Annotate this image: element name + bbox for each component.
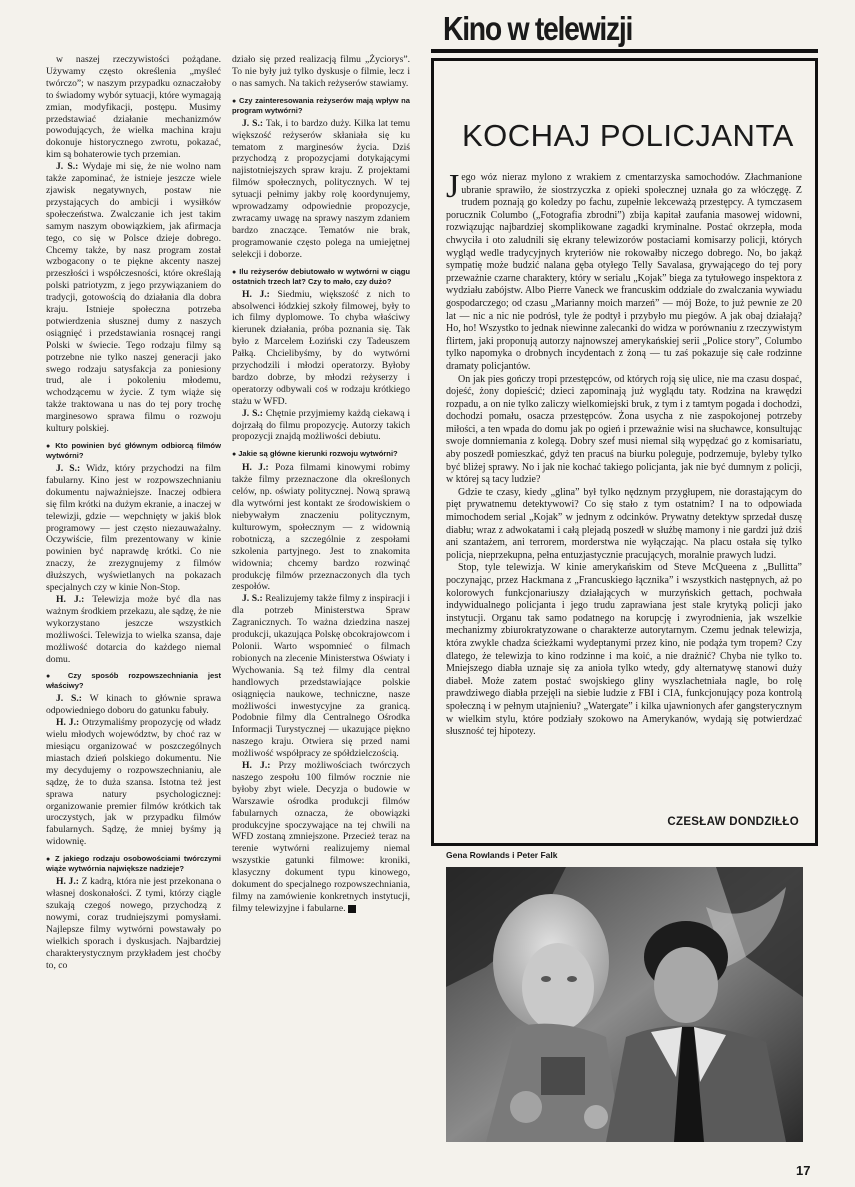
interview-column-1 [46, 54, 221, 1162]
section-title: Kino w telewizji [443, 10, 633, 47]
article-paragraph: Stop, tyle telewizja. W kinie amerykańskim od Steve McQueena z „Bullitta” poczynając, przez Hackmana z „Francuskiego łącznika” i wszystkich następnych, aż po kolorowych funkcjonariuszy działających w murzyńskich gettach, pochwała indywidualnego policjanta i jego trudu zaprawiana jest stale krytyką policji jako instytucji. Organu tak samo podatnego na korupcję i zwyrodnienia, jak wszelkie mechanizmy zbiurokratyzowane o charakterze autorytarnym. Czemu jednak telewizja, która zwykle chadza ścieżkami wydeptanymi przez kino, nie podąża tym tropem? Czy dlatego, że telewizja to kino rodzinne i ma koić, a nie drażnić? Chyba nie tylko to. Mniejszego diabła uznaje się za anioła tylko wtedy, gdy alternatywę stanowi duży diabeł. Może zatem postać swojskiego gliny wyszlachetniała nagle, bo rolę prawdziwego diabła przejęli na siebie ludzie z FBI i CIA, funkcjonujący poza kontrolą społeczną i w pełnym utajnieniu? „Watergate” i kilka ujawnionych afer gangsterycznym w wielkim stylu, które podziały szokowo na Amerykanów, wydają się potwierdzać słuszność tej hipotezy. [446, 562, 802, 738]
interview-answer: H. J.: Telewizja może być dla nas ważnym środkiem przekazu, ale sądzę, że nie wykorzystano jeszcze wszystkich możliwości. Telewizja to wielka szansa, daje możliwość dotarcia do każdego niemal domu. [46, 593, 221, 665]
interview-answer: J. S.: Widz, który przychodzi na film fabularny. Kino jest w rozpowszechnianiu dokumentu najważniejsze. Inaczej odbiera się film krótki na dużym ekranie, a inaczej w telewizji, gdzie — wepchnięty w jakiś blok programowy — jest często niezauważalny. Oczywiście, film prezentowany w kinie powinien być naprawdę krótki. Co nie znaczy, że zrezygnujemy z filmów dłuższych, wyświetlanych na pokazach specjalnych czy w kinie Non-Stop. [46, 463, 221, 594]
interview-question: ● Z jakiego rodzaju osobowościami twórczymi wiąże wytwórnia największe nadzieje? [46, 854, 221, 873]
photo-illustration [446, 867, 803, 1142]
section-header [431, 11, 818, 47]
article-body [446, 172, 802, 802]
interview-answer: H. J.: Z kadrą, która nie jest przekonana o własnej doskonałości. Z tymi, którzy ciągle szukają czegoś nowego, przychodzą z nowymi, coraz trudniejszymi pomysłami. Najlepsze filmy wytwórni powstawały po wielkich sporach i dyskusjach. Najbardziej charakterystycznym przykładem jest choćby to, co [46, 876, 221, 971]
interview-question: ● Czy zainteresowania reżyserów mają wpływ na program wytwórni? [232, 96, 410, 115]
article-paragraph: Jego wóz nieraz mylono z wrakiem z cmentarzyska samochodów. Złachmanione ubranie sprawiło, że siostrzyczka z opieki społecznej uznała go za włóczęgę. Z trudem poznają go koledzy po fachu, zupełnie lekceważą przestępcy. A tymczasem porucznik Columbo („Fotografia zbrodni”) zbija kapitał zaufania masowej widowni, rozwiązując najbardziej skomplikowane zagadki kryminalne. Postać okrzepła, moda chwyciła i oto zaludnili się ekrany telewizorów postaciami komisarzy policji, których wygląd wedle tradycyjnych kryteriów nie rokowałby niczego dobrego. No, bo jakąż sympatię może budzić nalana gęba otyłego Telly Savalasa, grywającego do tej pory przeważnie czarne charaktery, który w serialu „Kojak” biega za tytułowego inspektora z wydziału zabójstw. Albo Pierre Vaneck we francuskim oddziale do zwalczania wywiadu gospodarczego; od czasu „Marianny moich marzeń” — mój Boże, to już pewnie ze 20 lat — nic a nic nie podrósł, tyle że podtył i przybyło mu piegów. A jak obaj działają? Ho, ho! Wszystko to jednak niewinne zalecanki do widza w porównaniu z rzeczywistym flirtem, jaki proponują autorzy najnowszej amerykańskiej serii „Police story”, Columbo tylko napomyka o drobnych incydentach z żoną — tu zaś pokazuje się całe rodzinne dramaty policjantów. [446, 172, 802, 372]
interview-question: ● Ilu reżyserów debiutowało w wytwórni w ciągu ostatnich trzech lat? Czy to mało, czy dużo? [232, 267, 410, 286]
film-still-photo [446, 867, 803, 1142]
author-byline: CZESŁAW DONDZIŁŁO [667, 816, 799, 828]
interview-answer: H. J.: Siedmiu, większość z nich to absolwenci łódzkiej szkoły filmowej, były to ich filmy dyplomowe. To chyba właściwy kierunek działania, próba poznania się. Tak było z Marcelem Łoziński czy Tadeuszem Pałką. Chcielibyśmy, by do wytwórni przychodzili i młodzi operatorzy. Byłoby bardzo dobrze, by młodzi reżyserzy i operatorzy odbywali coś w rodzaju krótkiego stażu w WFD. [232, 288, 410, 407]
header-rule [431, 49, 818, 53]
speaker-initials: H. J.: [56, 876, 79, 888]
speaker-initials: H. J.: [56, 717, 80, 729]
speaker-initials: H. J.: [242, 760, 271, 772]
article-title: KOCHAJ POLICJANTA [462, 118, 794, 153]
interview-answer: H. J.: Przy możliwościach twórczych naszego zespołu 100 filmów rocznie nie byłoby zbyt wiele. Decyzja o budowie w Warszawie ośrodka produkcji filmów fabularnych oznacza, że obowiązki produkcyjne spoczywające na tej chwili na WFD zostaną zmniejszone. Przecież teraz na terenie wytwórni realizujemy niemal wszystkie gatunki filmowe: kroniki, klasyczny dokument typu kinowego, dokument do specjalnego rozpowszechniania, filmy na zamówienie konkretnych instytucji, filmy telewizyjne i fabularne. [232, 760, 410, 914]
speaker-initials: H. J.: [56, 593, 85, 605]
speaker-initials: J. S.: [56, 463, 81, 474]
interview-question: ● Czy sposób rozpowszechniania jest właściwy? [46, 671, 221, 690]
interview-question: ● Jakie są główne kierunki rozwoju wytwórni? [232, 449, 410, 459]
interview-answer: J. S.: Chętnie przyjmiemy każdą ciekawą i dojrzałą do filmu propozycję. Autorzy takich propozycji znajdą możliwości debiutu. [232, 407, 410, 443]
interview-answer: J. S.: W kinach to głównie sprawa odpowiedniego doboru do gatunku fabuły. [46, 693, 221, 717]
speaker-initials: J. S.: [56, 693, 82, 705]
interview-answer: J. S.: Realizujemy także filmy z inspiracji i dla potrzeb Ministerstwa Spraw Zagranicznych. To ważna dziedzina naszej produkcji, ukazująca Polskę obcokrajowcom i Polonii. Warto wspomnieć o filmach robionych na zlecenie Ministerstwa Oświaty i Wychowania. Są też filmy dla central handlowych przedstawiające polskie osiągnięcia naukowe, techniczne, nasze możliwości inwestycyjne za granicą. Podobnie filmy dla Centralnego Ośrodka Informacji Turystycznej — ukazujące piękno naszego kraju. Otwiera się przed nami możliwość współpracy ze spółdzielczością. [232, 593, 410, 760]
drop-cap: J [446, 172, 460, 205]
speaker-initials: J. S.: [56, 161, 79, 173]
speaker-initials: J. S.: [242, 593, 263, 605]
page-number: 17 [796, 1163, 811, 1178]
speaker-initials: J. S.: [242, 407, 263, 419]
end-of-article-mark [348, 905, 356, 913]
photo-caption: Gena Rowlands i Peter Falk [446, 850, 558, 860]
article-paragraph: On jak pies gończy tropi przestępców, od których roją się ulice, nie ma czasu dospać, dojeść, żony dopieścić; dzieci zapominają już wyglądu taty. Rodzina na krawędzi rozpadu, a on nie tylko zaliczy wielkomiejski bruk, z tym i z tamtym pogada i dochodzi, dochodzi pomału, osacza przestępców. Żona usycha z nie zaspokojonej potrzeby miłości, a ten wpada do domu jak po ogień i przeważnie wisi na słuchawce, konsultując swoje domniemania z kolegą. Dobry szef musi niemal siłą wypędzać go z komisariatu, aby poszedł pomieszkać, gdyż ten pracuś na biurku poleguje, podrzemuje, byleby tylko być bliżej sprawy. No i jak nie kochać takiego policjanta, jak nie być dumnym z policji, w której są tacy ludzie? [446, 373, 802, 486]
interview-answer: J. S.: Wydaje mi się, że nie wolno nam także zapominać, że istnieje jeszcze wiele zjawisk negatywnych, postaw nie przystających do ambicji i wysiłków społeczeństwa. Zwalczanie ich jest takim samym naszym obowiązkiem, jak afirmacja tego, co się w Polsce dzieje dobrego. Chcemy także, by nasz program został wzbogacony o te piękne akcenty naszej przeszłości i współczesności, które określają polski patriotyzm, z jego przywiązaniem do tradycji, gotowością do działania dla dobra kraju. Istnieje społeczna potrzeba potwierdzenia słusznej dumy z naszych osiągnięć i przedstawiania rosnącej rangi Polski w świecie. Tego rodzaju filmy są potrzebne nie tylko naszej generacji jako swego rodzaju satysfakcja za poniesiony trud, ale i pokoleniu młodemu, wchodzącemu w życie. Z tym wiąże się także traktowana u nas do tej pory trochę marginesowo sprawa filmu o rozwoju kultury polskiej. [46, 161, 221, 435]
interview-question: ● Kto powinien być głównym odbiorcą filmów wytwórni? [46, 441, 221, 460]
speaker-initials: H. J.: [242, 462, 269, 474]
interview-answer: działo się przed realizacją filmu „Życiorys”. To nie były już tylko dyskusje o filmie, lecz i o nas samych. Na takich reżyserów stawiamy. [232, 54, 410, 89]
interview-answer: H. J.: Otrzymaliśmy propozycję od władz wielu młodych województw, by choć raz w miesiącu organizować w poszczególnych miastach dzień polskiego dokumentu. Nie my decydujemy o rozpowszechnianiu, ale sądzę, że to duża szansa. Istotna też jest sprawa natury psychologicznej: organizowanie premier filmów krótkich tak uroczystych, jak w przypadku filmów fabularnych. Sądzę, że mniej byśmy ją widownię. [46, 717, 221, 848]
speaker-initials: H. J.: [242, 288, 270, 300]
speaker-initials: J. S.: [242, 117, 264, 129]
interview-answer: H. J.: Poza filmami kinowymi robimy także filmy przeznaczone dla określonych celów, np. oświaty politycznej. Nową sprawą dla wytwórni jest kontakt ze środowiskiem o niebywałym znaczeniu politycznym, kulturowym, społecznym — z widownią robotniczą, a szczególnie z zespołami szkolenia partyjnego. Jest to znakomita widownia; chcemy bardzo rozwinąć produkcję filmów przeznaczonych dla tych zespołów. [232, 462, 410, 593]
interview-column-2 [232, 54, 410, 1162]
interview-answer: J. S.: Tak, i to bardzo duży. Kilka lat temu większość reżyserów skłaniała się ku tematom z marginesów życia. Dziś przychodzą z propozycjami dotykającymi najistotniejszych spraw kraju. Z projektami filmów społecznych, politycznych. W tej sytuacji pełnimy jakby rolę koordynujemy, wprowadzamy odpowiednie propozycje, zwracamy uwagę na sprawy naszym zdaniem bardzo znaczące. Tematów nie brak, programowanie często polega na umiejętnej selekcji i doborze. [232, 117, 410, 260]
interview-answer: w naszej rzeczywistości pożądane. Używamy często określenia „myśleć twórczo”; w naszym przypadku oznaczałoby to świadomy wybór sytuacji, które wymagają zmian, modyfikacji, postępu. Musimy przedstawiać działanie mechanizmów powodujących, że wielka machina kraju dokonuje historycznego zwrotu, pokazać, kim są bohaterowie tych przemian. [46, 54, 221, 161]
article-paragraph: Gdzie te czasy, kiedy „glina” był tylko nędznym przygłupem, nie dorastającym do pięt prywatnemu detektywowi? Co się stało z tym ostatnim? I na to odpowiada mimochodem serial „Kojak” w jednym z odcinków. Prywatny detektyw sprzedał duszę diabłu; wraz z adwokatami i całą plejadą poszedł w służbę mamony i nie gardzi już dziś ani szantażem, ani terrorem, morderstwa nie wyłączając. Na placu ostała się tylko policja, nieprzekupna, pełna entuzjastycznie pracujących, moralnie prawych ludzi. [446, 486, 802, 561]
